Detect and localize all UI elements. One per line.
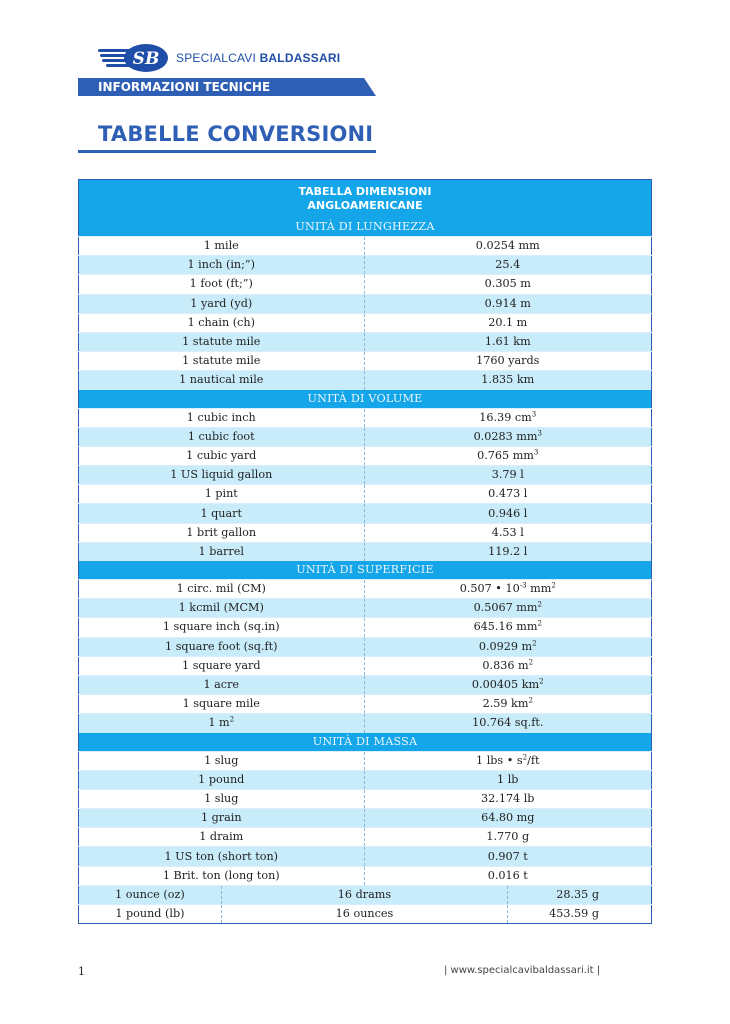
unit-cell: 1 cubic foot	[79, 427, 365, 446]
unit-cell: 1 inch (in;”)	[79, 256, 365, 275]
value-cell: 1.61 km	[364, 332, 651, 351]
table-row	[79, 313, 652, 332]
section-band-label: INFORMAZIONI TECNICHE	[98, 80, 271, 94]
value-cell: 0.016 t	[364, 866, 651, 885]
brand-name: SPECIALCAVI BALDASSARI	[176, 51, 341, 65]
value-cell: 28.35 g	[508, 885, 652, 904]
section-header-row	[79, 218, 652, 237]
table-row	[79, 770, 652, 789]
value-cell: 0.946 l	[364, 504, 651, 523]
sb-logo-icon	[98, 42, 170, 74]
section-label: UNITÀ DI VOLUME	[79, 390, 652, 409]
value-cell: 0.765 $mm^3$	[364, 446, 651, 465]
unit-cell: 1 $m^2$	[79, 714, 365, 733]
section-label: UNITÀ DI LUNGHEZZA	[79, 218, 652, 237]
table-row	[79, 599, 652, 618]
table-row	[79, 905, 652, 924]
unit-cell: 1 slug	[79, 751, 365, 770]
table-row	[79, 371, 652, 390]
unit-cell: 1 square yard	[79, 656, 365, 675]
value-cell: 25.4	[364, 256, 651, 275]
table-row	[79, 828, 652, 847]
table-row	[79, 256, 652, 275]
table-row	[79, 294, 652, 313]
section-label: UNITÀ DI MASSA	[79, 733, 652, 752]
value-cell: 16.39 $cm^3$	[364, 408, 651, 427]
value-cell: 10.764 sq.ft.	[364, 714, 651, 733]
value-cell: 1760 yards	[364, 352, 651, 371]
unit-cell: 1 Brit. ton (long ton)	[79, 866, 365, 885]
unit-cell: 1 square inch (sq.in)	[79, 618, 365, 637]
unit-cell: 1 brit gallon	[79, 523, 365, 542]
value-cell: 453.59 g	[508, 905, 652, 924]
unit-cell: 1 statute mile	[79, 332, 365, 351]
unit-cell: 1 pint	[79, 485, 365, 504]
value-cell: 1 lbs • $s^2/ft$	[364, 751, 651, 770]
unit-cell: 1 ounce (oz)	[79, 885, 222, 904]
value-cell: 645.16 $mm^2$	[364, 618, 651, 637]
table-header-row	[79, 180, 652, 219]
table-row	[79, 695, 652, 714]
table-row	[79, 751, 652, 770]
equivalent-cell: 16 drams	[221, 885, 507, 904]
section-label: UNITÀ DI SUPERFICIE	[79, 561, 652, 580]
page-title: TABELLE CONVERSIONI	[98, 122, 374, 146]
value-cell: 1.835 km	[364, 371, 651, 390]
unit-cell: 1 US liquid gallon	[79, 466, 365, 485]
table-row	[79, 580, 652, 599]
table-row	[79, 637, 652, 656]
value-cell: 2.59 $km^2$	[364, 695, 651, 714]
footer-url: | www.specialcavibaldassari.it |	[444, 965, 601, 976]
unit-cell: 1 yard (yd)	[79, 294, 365, 313]
unit-cell: 1 chain (ch)	[79, 313, 365, 332]
table-row	[79, 466, 652, 485]
section-header-row	[79, 733, 652, 752]
unit-cell: 1 quart	[79, 504, 365, 523]
value-cell: 0.0254 mm	[364, 237, 651, 256]
value-cell: 0.507 • $10^{-3}$ $mm^2$	[364, 580, 651, 599]
unit-cell: 1 grain	[79, 809, 365, 828]
table-title: TABELLA DIMENSIONI ANGLOAMERICANE	[79, 180, 652, 219]
table-row	[79, 237, 652, 256]
value-cell: 32.174 lb	[364, 789, 651, 808]
table-row	[79, 504, 652, 523]
unit-cell: 1 cubic yard	[79, 446, 365, 465]
value-cell: 0.305 m	[364, 275, 651, 294]
section-header-row	[79, 561, 652, 580]
svg-text:SB: SB	[132, 49, 160, 69]
table-row	[79, 675, 652, 694]
table-row	[79, 656, 652, 675]
table-row	[79, 275, 652, 294]
value-cell: 0.5067 $mm^2$	[364, 599, 651, 618]
table-row	[79, 352, 652, 371]
unit-cell: 1 draim	[79, 828, 365, 847]
unit-cell: 1 kcmil (MCM)	[79, 599, 365, 618]
unit-cell: 1 US ton (short ton)	[79, 847, 365, 866]
value-cell: 119.2 l	[364, 542, 651, 561]
value-cell: 20.1 m	[364, 313, 651, 332]
conversion-table	[78, 179, 652, 924]
title-underline	[78, 150, 376, 153]
unit-cell: 1 statute mile	[79, 352, 365, 371]
table-row	[79, 523, 652, 542]
unit-cell: 1 circ. mil (CM)	[79, 580, 365, 599]
unit-cell: 1 acre	[79, 675, 365, 694]
value-cell: 0.907 t	[364, 847, 651, 866]
page-number: 1	[78, 965, 85, 978]
value-cell: 0.00405 $km^2$	[364, 675, 651, 694]
table-row	[79, 427, 652, 446]
value-cell: 0.0283 $mm^3$	[364, 427, 651, 446]
value-cell: 0.0929 $m^2$	[364, 637, 651, 656]
section-header-row	[79, 390, 652, 409]
table-row	[79, 332, 652, 351]
value-cell: 0.914 m	[364, 294, 651, 313]
table-row	[79, 542, 652, 561]
unit-cell: 1 pound (lb)	[79, 905, 222, 924]
value-cell: 64.80 mg	[364, 809, 651, 828]
table-row	[79, 866, 652, 885]
equivalent-cell: 16 ounces	[221, 905, 507, 924]
table-row	[79, 885, 652, 904]
table-row	[79, 446, 652, 465]
unit-cell: 1 barrel	[79, 542, 365, 561]
table-row	[79, 408, 652, 427]
table-row	[79, 809, 652, 828]
value-cell: 1 lb	[364, 770, 651, 789]
value-cell: 4.53 l	[364, 523, 651, 542]
table-row	[79, 485, 652, 504]
company-logo	[98, 42, 340, 74]
unit-cell: 1 square mile	[79, 695, 365, 714]
table-row	[79, 618, 652, 637]
unit-cell: 1 square foot (sq.ft)	[79, 637, 365, 656]
unit-cell: 1 slug	[79, 789, 365, 808]
unit-cell: 1 mile	[79, 237, 365, 256]
table-row	[79, 789, 652, 808]
value-cell: 1.770 g	[364, 828, 651, 847]
value-cell: 3.79 l	[364, 466, 651, 485]
table-row	[79, 714, 652, 733]
table-row	[79, 847, 652, 866]
value-cell: 0.473 l	[364, 485, 651, 504]
unit-cell: 1 nautical mile	[79, 371, 365, 390]
value-cell: 0.836 $m^2$	[364, 656, 651, 675]
unit-cell: 1 foot (ft;”)	[79, 275, 365, 294]
unit-cell: 1 cubic inch	[79, 408, 365, 427]
unit-cell: 1 pound	[79, 770, 365, 789]
